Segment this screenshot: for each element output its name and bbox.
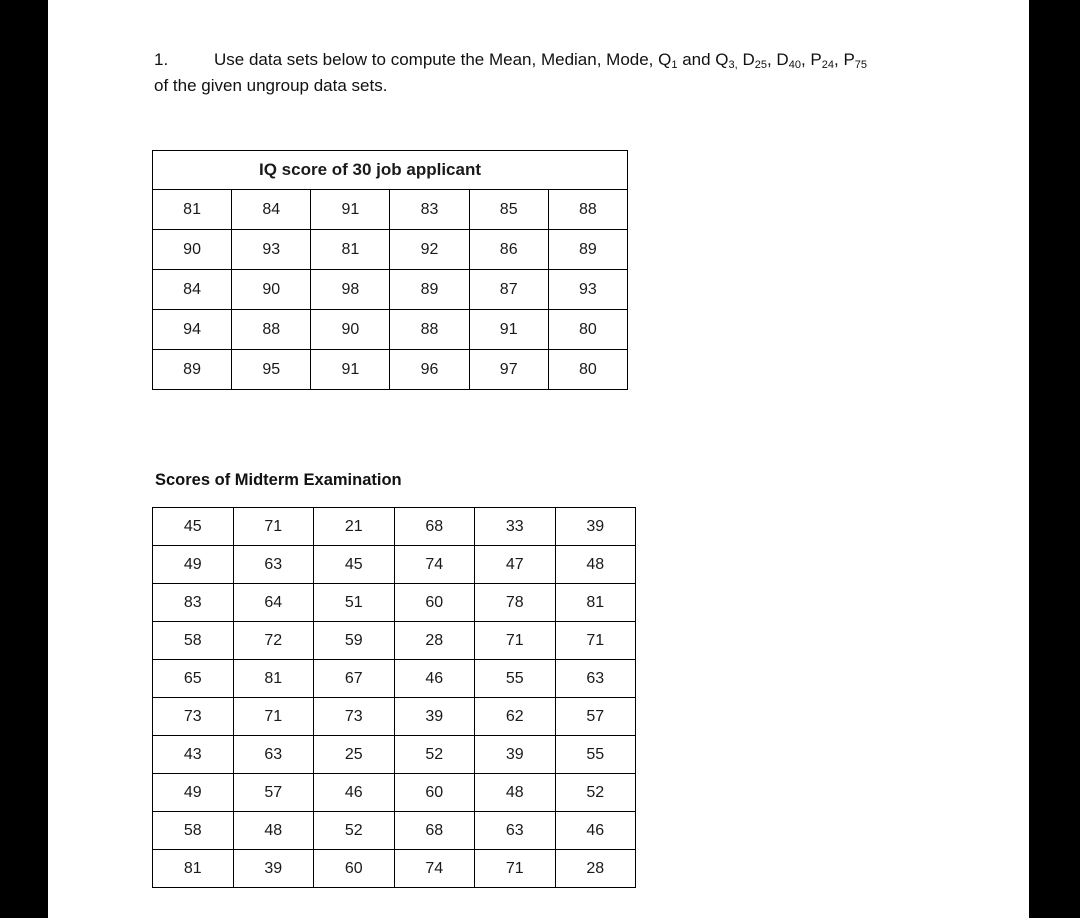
table-cell: 91 <box>311 350 390 390</box>
table-cell: 90 <box>311 310 390 350</box>
midterm-score-table <box>152 507 636 888</box>
table-cell: 68 <box>394 508 475 546</box>
iq-score-table <box>152 150 628 390</box>
table-cell: 49 <box>153 774 234 812</box>
question-text <box>154 47 974 99</box>
table-cell: 92 <box>390 230 469 270</box>
table-cell: 60 <box>394 584 475 622</box>
table-row <box>153 850 636 888</box>
table-cell: 84 <box>232 190 311 230</box>
table-cell: 86 <box>469 230 548 270</box>
table-cell: 46 <box>555 812 636 850</box>
table-row <box>153 584 636 622</box>
table-cell: 48 <box>555 546 636 584</box>
table-cell: 39 <box>233 850 314 888</box>
table-cell: 28 <box>555 850 636 888</box>
table-cell: 89 <box>390 270 469 310</box>
table-row <box>153 736 636 774</box>
table-cell: 88 <box>232 310 311 350</box>
table-cell: 73 <box>153 698 234 736</box>
table-cell: 57 <box>233 774 314 812</box>
table-row <box>153 508 636 546</box>
table-cell: 39 <box>555 508 636 546</box>
table-cell: 74 <box>394 850 475 888</box>
table-cell: 72 <box>233 622 314 660</box>
table-cell: 97 <box>469 350 548 390</box>
subscript-d25: 25 <box>754 59 767 71</box>
table-cell: 52 <box>555 774 636 812</box>
table-cell: 80 <box>548 350 627 390</box>
table-cell: 71 <box>475 850 556 888</box>
table-cell: 65 <box>153 660 234 698</box>
table-cell: 55 <box>555 736 636 774</box>
table-cell: 55 <box>475 660 556 698</box>
table-cell: 81 <box>153 850 234 888</box>
table-cell: 91 <box>311 190 390 230</box>
table-cell: 71 <box>233 508 314 546</box>
question-text-part: , P <box>834 50 855 69</box>
table-cell: 63 <box>475 812 556 850</box>
table-cell: 73 <box>314 698 395 736</box>
table-cell: 58 <box>153 812 234 850</box>
table-cell: 52 <box>314 812 395 850</box>
subscript-q3: 3, <box>728 59 738 71</box>
table-cell: 83 <box>390 190 469 230</box>
table-cell: 67 <box>314 660 395 698</box>
table-cell: 59 <box>314 622 395 660</box>
table-cell: 93 <box>548 270 627 310</box>
table-cell: 21 <box>314 508 395 546</box>
table-row <box>153 270 628 310</box>
table-cell: 46 <box>314 774 395 812</box>
table-cell: 68 <box>394 812 475 850</box>
question-line-2: of the given ungroup data sets. <box>154 76 388 95</box>
table-cell: 85 <box>469 190 548 230</box>
table-cell: 46 <box>394 660 475 698</box>
question-text-part: and Q <box>677 50 729 69</box>
table-cell: 83 <box>153 584 234 622</box>
table-cell: 88 <box>390 310 469 350</box>
question-text-part: , D <box>766 50 789 69</box>
table-cell: 81 <box>555 584 636 622</box>
subscript-q1: 1 <box>671 59 678 71</box>
table-cell: 57 <box>555 698 636 736</box>
table-cell: 49 <box>153 546 234 584</box>
table-cell: 48 <box>233 812 314 850</box>
table-cell: 80 <box>548 310 627 350</box>
table-cell: 91 <box>469 310 548 350</box>
table-cell: 81 <box>153 190 232 230</box>
table-cell: 89 <box>153 350 232 390</box>
question-text-part: Use data sets below to compute the Mean, Median, Mode, Q <box>214 50 672 69</box>
question-text-part: D <box>737 50 755 69</box>
table-cell: 47 <box>475 546 556 584</box>
table-cell: 62 <box>475 698 556 736</box>
table-cell: 64 <box>233 584 314 622</box>
table-row <box>153 546 636 584</box>
table-cell: 89 <box>548 230 627 270</box>
table-cell: 63 <box>233 736 314 774</box>
table-cell: 60 <box>314 850 395 888</box>
subscript-d40: 40 <box>788 59 801 71</box>
table-row <box>153 774 636 812</box>
subscript-p24: 24 <box>821 59 834 71</box>
table-cell: 63 <box>233 546 314 584</box>
table-cell: 39 <box>475 736 556 774</box>
table-title-row <box>153 151 628 190</box>
table-row <box>153 812 636 850</box>
table-cell: 28 <box>394 622 475 660</box>
table-cell: 95 <box>232 350 311 390</box>
table-row <box>153 230 628 270</box>
table-cell: 96 <box>390 350 469 390</box>
table-cell: 88 <box>548 190 627 230</box>
table-cell: 60 <box>394 774 475 812</box>
table-cell: 63 <box>555 660 636 698</box>
table-cell: 71 <box>555 622 636 660</box>
iq-table-title: IQ score of 30 job applicant <box>153 151 628 190</box>
document-page <box>48 0 1029 918</box>
table-row <box>153 698 636 736</box>
table-cell: 98 <box>311 270 390 310</box>
table-row <box>153 190 628 230</box>
midterm-section-title: Scores of Midterm Examination <box>155 471 402 489</box>
table-row <box>153 310 628 350</box>
table-row <box>153 622 636 660</box>
table-cell: 51 <box>314 584 395 622</box>
table-cell: 52 <box>394 736 475 774</box>
table-cell: 81 <box>233 660 314 698</box>
table-cell: 71 <box>475 622 556 660</box>
question-number: 1. <box>154 50 169 69</box>
table-cell: 43 <box>153 736 234 774</box>
table-cell: 45 <box>314 546 395 584</box>
table-cell: 94 <box>153 310 232 350</box>
table-cell: 90 <box>153 230 232 270</box>
table-cell: 90 <box>232 270 311 310</box>
table-cell: 93 <box>232 230 311 270</box>
table-cell: 33 <box>475 508 556 546</box>
table-cell: 71 <box>233 698 314 736</box>
table-cell: 48 <box>475 774 556 812</box>
subscript-p75: 75 <box>854 59 868 71</box>
table-cell: 84 <box>153 270 232 310</box>
table-cell: 87 <box>469 270 548 310</box>
question-text-part: , P <box>800 50 822 69</box>
table-cell: 58 <box>153 622 234 660</box>
table-cell: 78 <box>475 584 556 622</box>
table-cell: 74 <box>394 546 475 584</box>
table-row <box>153 350 628 390</box>
table-cell: 25 <box>314 736 395 774</box>
table-cell: 39 <box>394 698 475 736</box>
table-cell: 81 <box>311 230 390 270</box>
table-row <box>153 660 636 698</box>
table-cell: 45 <box>153 508 234 546</box>
